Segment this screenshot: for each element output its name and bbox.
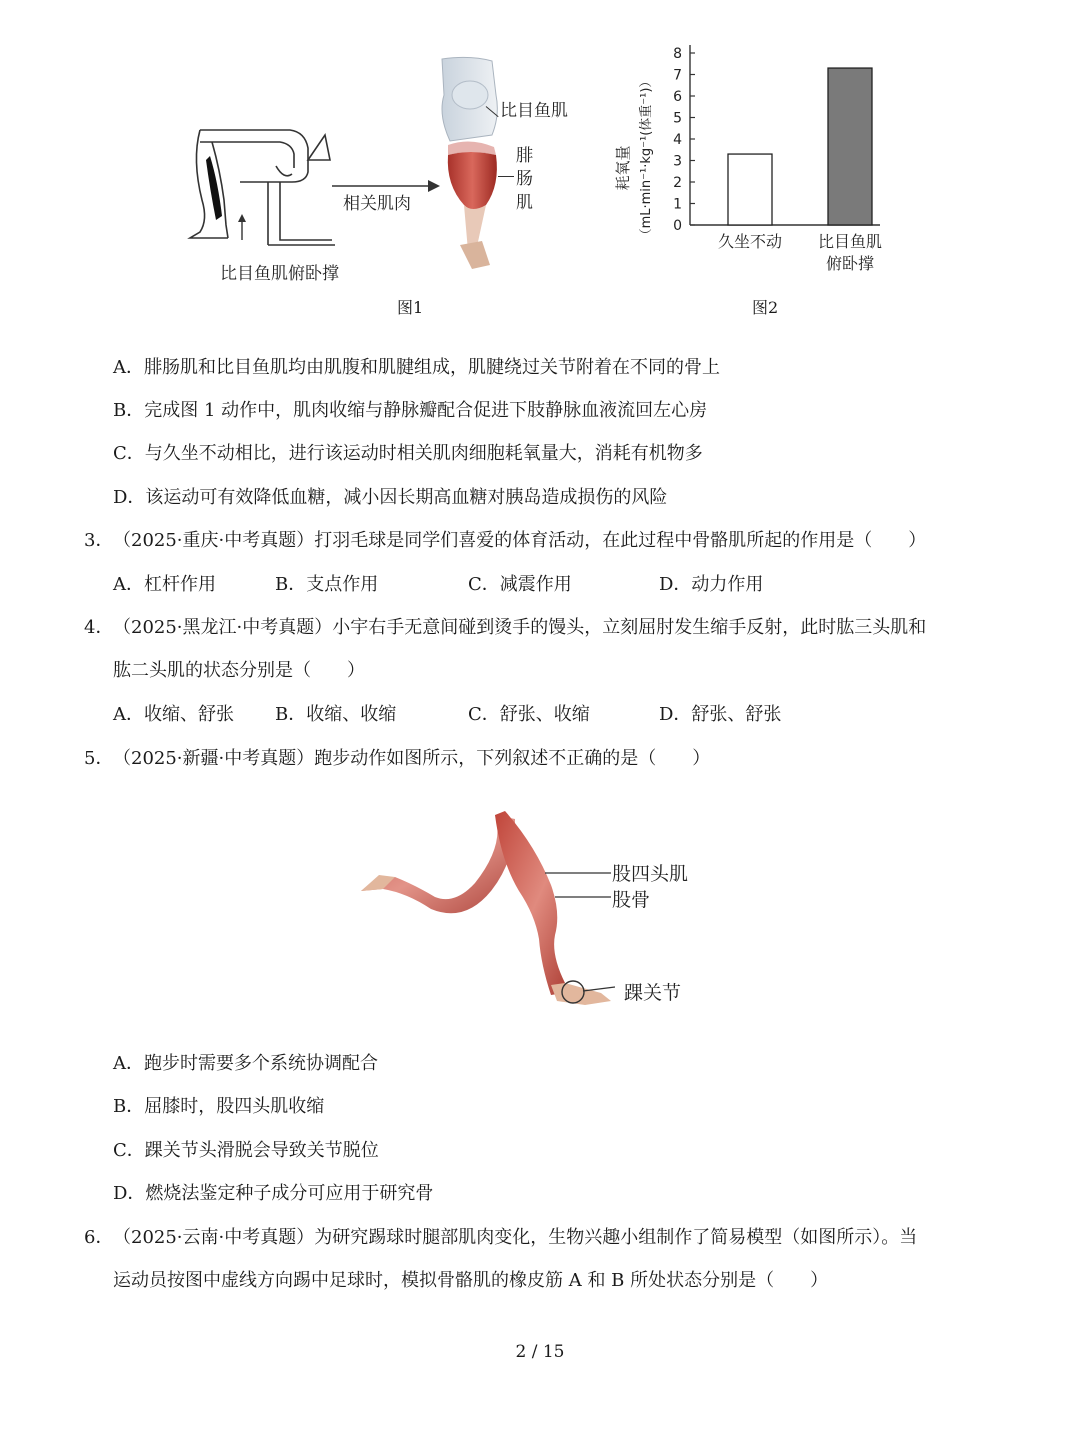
y-tick-label: 5	[673, 110, 682, 127]
y-tick-label: 4	[673, 132, 682, 148]
y-tick-label: 8	[673, 46, 682, 62]
x-tick-label: 久坐不动	[717, 232, 783, 251]
q4-option-c: C．舒张、收缩	[468, 704, 590, 725]
q4-number: 4．	[84, 617, 114, 638]
q3-option-b: B．支点作用	[275, 574, 379, 595]
gastrocnemius-label-1: 腓	[516, 146, 533, 166]
bar	[728, 154, 772, 225]
q5-stem: （2025·新疆·中考真题）跑步动作如图所示，下列叙述不正确的是（ ）	[113, 748, 711, 769]
pose-illustration	[180, 120, 340, 250]
x-tick-label: 比目鱼肌	[817, 232, 883, 251]
q5-option-c: C．踝关节头滑脱会导致关节脱位	[113, 1140, 379, 1161]
q4-option-b: B．收缩、收缩	[275, 704, 397, 725]
q6-stem-line-2: 运动员按图中虚线方向踢中足球时，模拟骨骼肌的橡皮筋 A 和 B 所处状态分别是（ ）	[113, 1270, 829, 1291]
q6-stem-line-1: （2025·云南·中考真题）为研究踢球时腿部肌肉变化，生物兴趣小组制作了简易模型（如图所示）。当	[113, 1227, 918, 1248]
q4-option-a: A．收缩、舒张	[113, 704, 234, 725]
q6-number: 6．	[84, 1227, 114, 1248]
q4-stem-line-2: 肱二头肌的状态分别是（ ）	[113, 660, 365, 681]
y-axis-label: 耗氧量	[614, 145, 632, 191]
x-tick-label: 俯卧撑	[825, 254, 875, 273]
bar	[828, 68, 872, 225]
y-tick-label: 3	[673, 153, 682, 170]
q5-number: 5．	[84, 748, 114, 769]
soleus-highlight	[206, 156, 222, 220]
soleus-label: 比目鱼肌	[500, 101, 568, 121]
q4-option-d: D．舒张、舒张	[659, 704, 782, 725]
femur-label: 股骨	[612, 889, 651, 911]
calf-muscle-illustration	[430, 55, 510, 270]
oxygen-chart	[600, 40, 900, 290]
q3-option-c: C．减震作用	[468, 574, 572, 595]
gastrocnemius-label-3: 肌	[516, 193, 533, 213]
q2-option-a: A．腓肠肌和比目鱼肌均由肌腹和肌腱组成，肌腱绕过关节附着在不同的骨上	[113, 357, 720, 378]
figure-1-caption: 图1	[397, 298, 424, 317]
ankle-joint-label: 踝关节	[624, 982, 682, 1004]
y-axis-unit: （mL·min⁻¹·kg⁻¹(体重⁻¹)）	[639, 74, 654, 242]
q3-number: 3．	[84, 530, 114, 551]
quadriceps-label: 股四头肌	[612, 863, 689, 885]
y-tick-label: 7	[673, 67, 682, 84]
q5-option-d: D．燃烧法鉴定种子成分可应用于研究骨	[113, 1183, 434, 1204]
q2-option-c: C．与久坐不动相比，进行该运动时相关肌肉细胞耗氧量大，消耗有机物多	[113, 443, 703, 464]
y-tick-label: 2	[673, 175, 682, 191]
q5-option-a: A．跑步时需要多个系统协调配合	[113, 1053, 378, 1074]
pose-label: 比目鱼肌俯卧撑	[220, 264, 339, 284]
gastrocnemius-label-2: 肠	[516, 169, 533, 189]
q4-stem-line-1: （2025·黑龙江·中考真题）小宇右手无意间碰到烫手的馒头，立刻屈肘发生缩手反射，此时肱三头肌和	[113, 617, 927, 638]
q2-option-b: B．完成图 1 动作中，肌肉收缩与静脉瓣配合促进下肢静脉血液流回左心房	[113, 400, 708, 421]
q3-stem: （2025·重庆·中考真题）打羽毛球是同学们喜爱的体育活动，在此过程中骨骼肌所起的作用是（ ）	[113, 530, 927, 551]
q5-option-b: B．屈膝时，股四头肌收缩	[113, 1096, 325, 1117]
q2-option-d: D．该运动可有效降低血糖，减小因长期高血糖对胰岛造成损伤的风险	[113, 487, 668, 508]
y-tick-label: 6	[673, 89, 682, 105]
q3-option-d: D．动力作用	[659, 574, 764, 595]
gastrocnemius-pointer	[498, 176, 514, 177]
arrow-label: 相关肌肉	[343, 194, 411, 214]
running-leg-illustration	[355, 805, 615, 1015]
q3-option-a: A．杠杆作用	[113, 574, 216, 595]
figure-2-caption: 图2	[752, 298, 779, 317]
page-number: 2 / 15	[515, 1342, 565, 1362]
y-tick-label: 0	[673, 218, 682, 234]
y-tick-label: 1	[673, 196, 682, 213]
